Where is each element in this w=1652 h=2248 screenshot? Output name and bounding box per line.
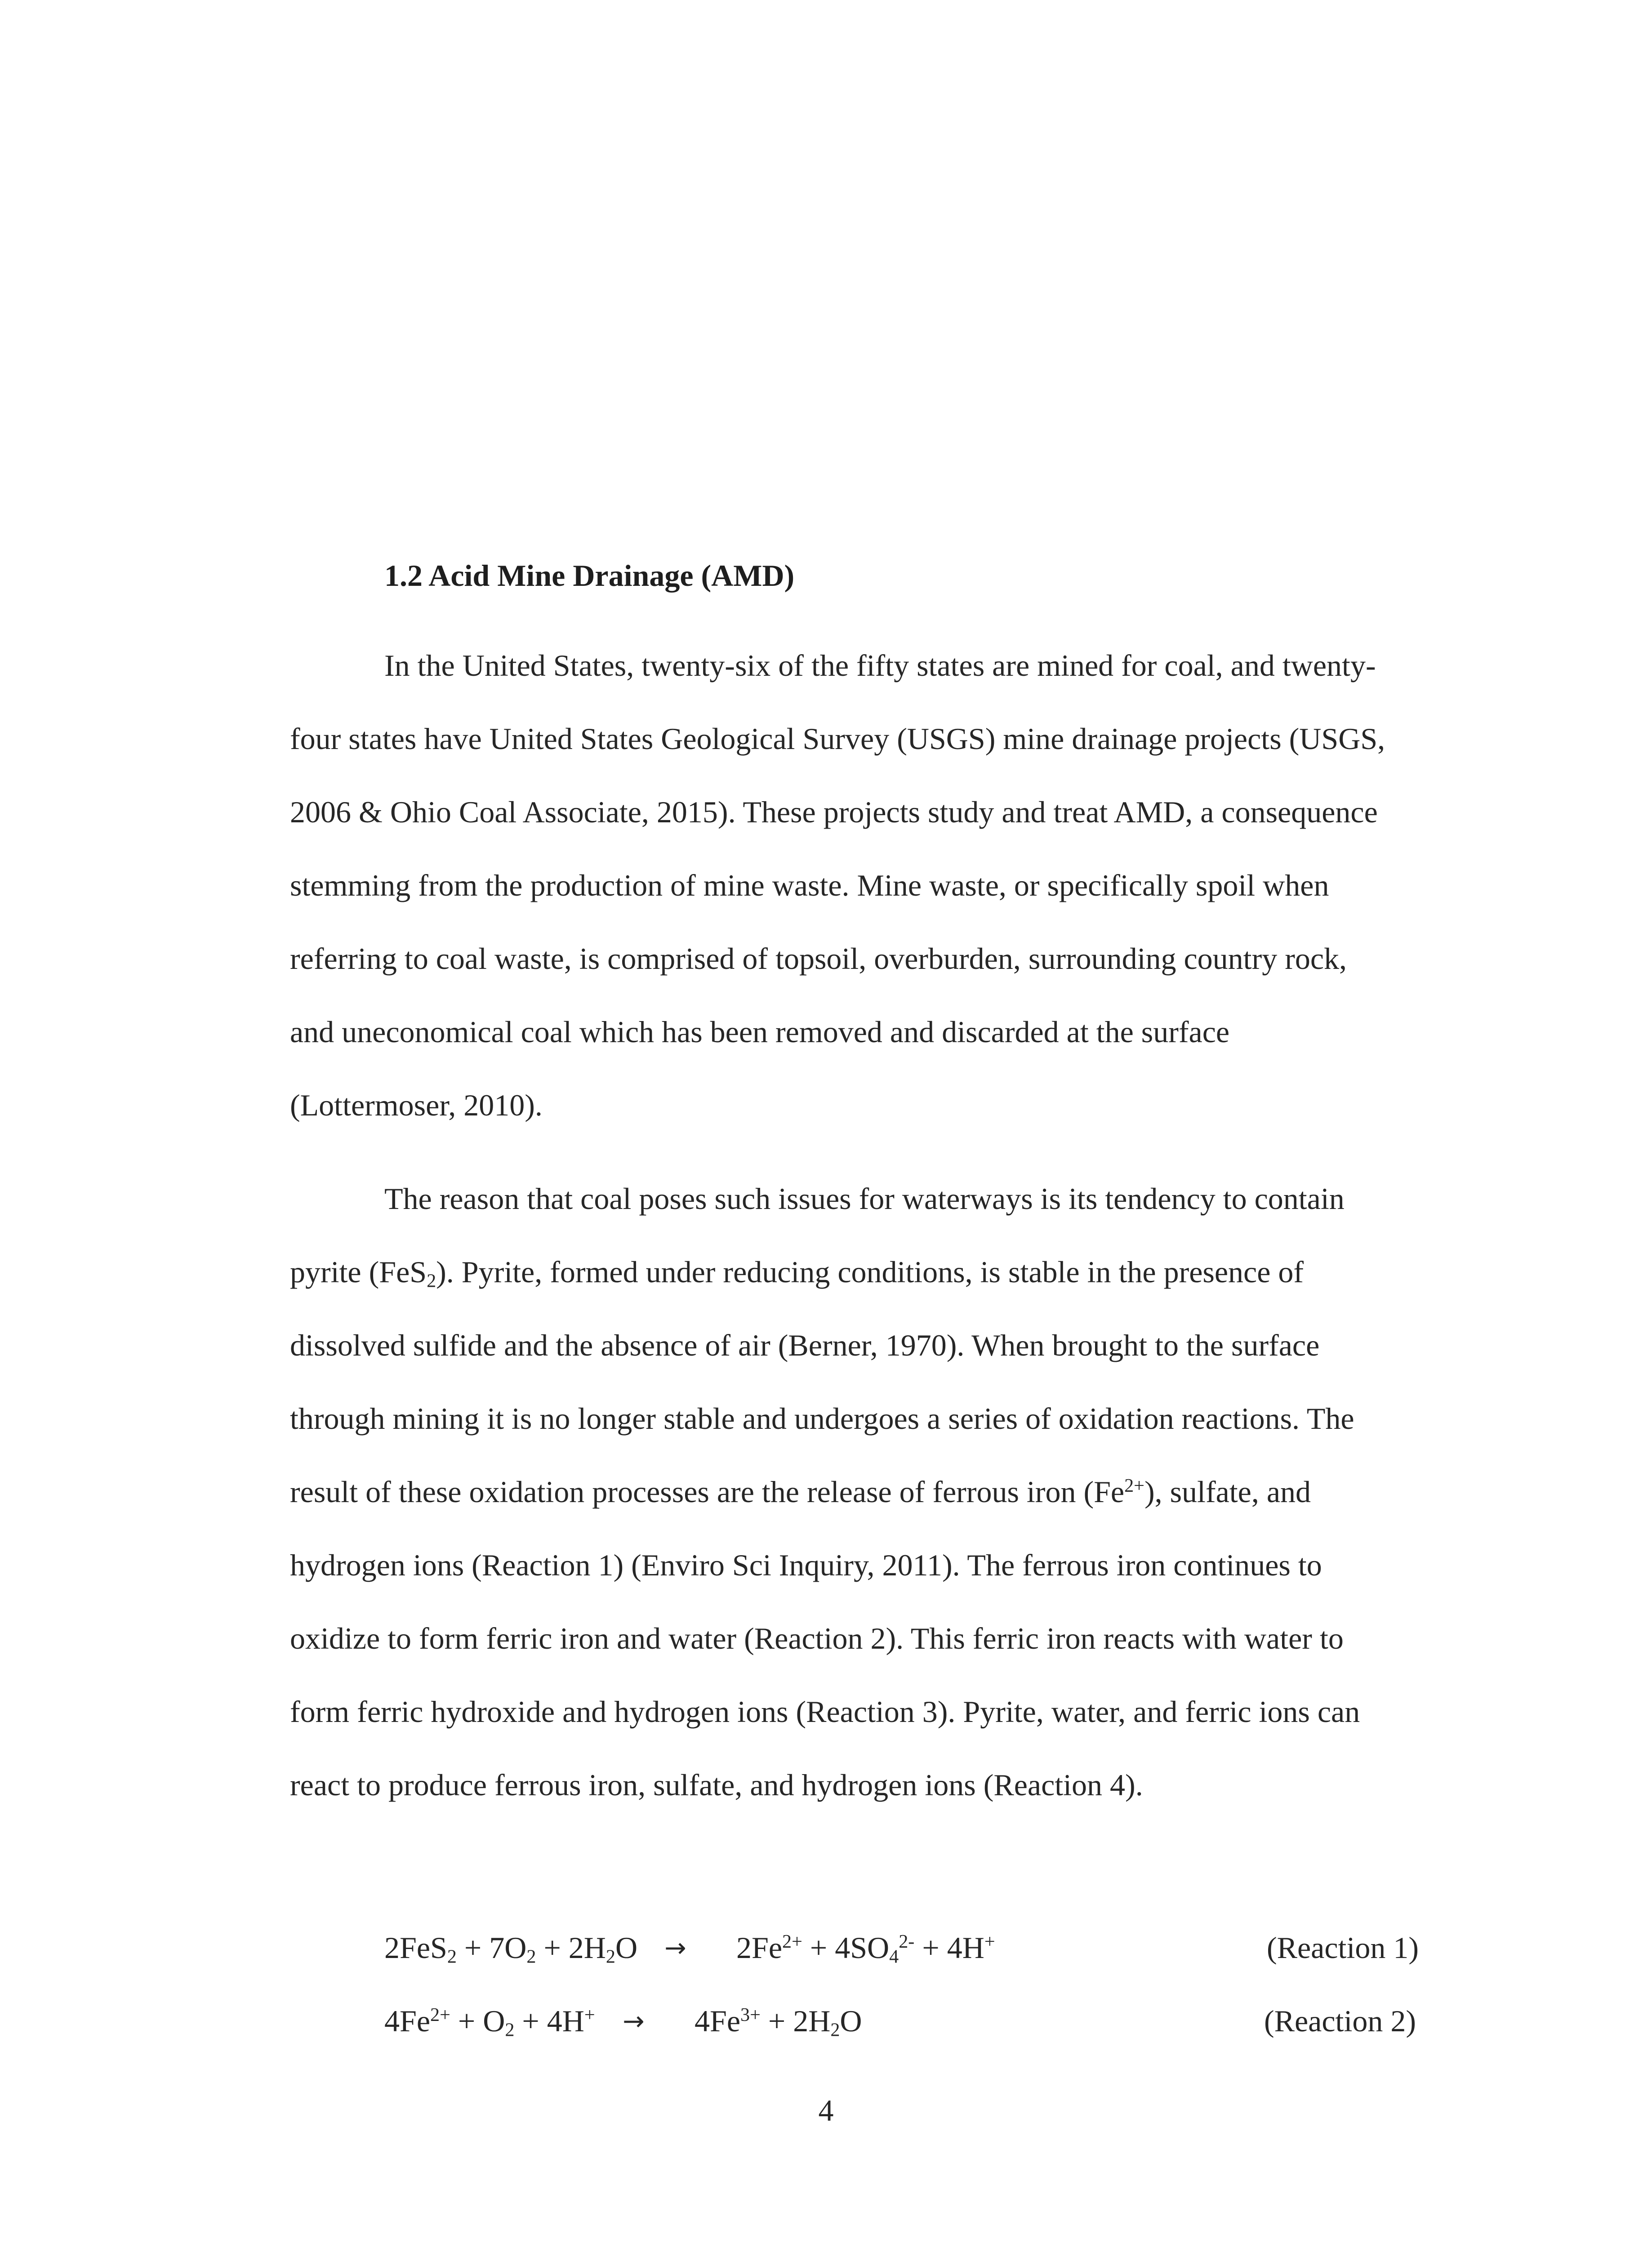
reaction-reactants: [384, 2003, 595, 2040]
text-fragment: + 4H: [514, 2004, 584, 2038]
paragraph-line: dissolved sulfide and the absence of air (Berner, 1970). When brought to the surface: [290, 1328, 1320, 1362]
text-fragment: + 4SO: [802, 1931, 890, 1965]
superscript: 2+: [430, 2004, 450, 2025]
text-fragment: O: [615, 1931, 638, 1965]
paragraph-line: [290, 1474, 1311, 1511]
paragraph-line: and uneconomical coal which has been removed and discarded at the surface: [290, 1015, 1230, 1049]
reaction-label: (Reaction 2): [1264, 2004, 1416, 2038]
text-fragment: 4Fe: [695, 2004, 740, 2038]
text-fragment: 2FeS: [384, 1931, 447, 1965]
text-fragment: ). Pyrite, formed under reducing conditions, is stable in the presence of: [436, 1255, 1304, 1289]
paragraph-line: four states have United States Geological Survey (USGS) mine drainage projects (USGS,: [290, 722, 1385, 756]
reaction-products: [695, 2003, 862, 2040]
superscript: 2-: [899, 1931, 915, 1952]
subscript: 2: [830, 2019, 840, 2041]
superscript: +: [584, 2004, 595, 2025]
superscript: 3+: [740, 2004, 761, 2025]
reaction-products: [736, 1930, 995, 1967]
reaction-arrow-icon: →: [623, 2006, 645, 2036]
superscript: +: [984, 1931, 995, 1952]
subscript: 2: [606, 1946, 615, 1967]
subscript: 2: [505, 2019, 515, 2041]
paragraph-line: 2006 & Ohio Coal Associate, 2015). These projects study and treat AMD, a consequence: [290, 795, 1378, 829]
page-number: 4: [818, 2093, 834, 2128]
paragraph-line: (Lottermoser, 2010).: [290, 1088, 543, 1122]
paragraph-line: oxidize to form ferric iron and water (Reaction 2). This ferric iron reacts with water to: [290, 1621, 1344, 1655]
text-fragment: result of these oxidation processes are the release of ferrous iron (Fe: [290, 1475, 1125, 1509]
text-fragment: 2Fe: [736, 1931, 782, 1965]
text-fragment: + 4H: [914, 1931, 984, 1965]
paragraph-line: form ferric hydroxide and hydrogen ions (Reaction 3). Pyrite, water, and ferric ions can: [290, 1695, 1360, 1729]
paragraph-line: through mining it is no longer stable and undergoes a series of oxidation reactions. The: [290, 1401, 1354, 1436]
paragraph-line: The reason that coal poses such issues for waterways is its tendency to contain: [384, 1182, 1345, 1216]
text-fragment: + O: [450, 2004, 505, 2038]
text-fragment: O: [840, 2004, 862, 2038]
subscript: 2: [447, 1946, 457, 1967]
reaction-label: (Reaction 1): [1267, 1931, 1419, 1965]
text-fragment: ), sulfate, and: [1144, 1475, 1311, 1509]
subscript: 2: [427, 1270, 436, 1292]
superscript: 2+: [782, 1931, 802, 1952]
reaction-reactants: [384, 1930, 637, 1967]
paragraph-line: react to produce ferrous iron, sulfate, and hydrogen ions (Reaction 4).: [290, 1768, 1143, 1802]
paragraph-line: referring to coal waste, is comprised of topsoil, overburden, surrounding country rock,: [290, 941, 1347, 976]
reaction-arrow-icon: →: [664, 1932, 686, 1963]
text-fragment: 4Fe: [384, 2004, 430, 2038]
text-fragment: + 7O: [456, 1931, 527, 1965]
paragraph-line: hydrogen ions (Reaction 1) (Enviro Sci Inquiry, 2011). The ferrous iron continues to: [290, 1548, 1322, 1582]
paragraph-line: [290, 1254, 1304, 1291]
text-fragment: + 2H: [760, 2004, 831, 2038]
superscript: 2+: [1124, 1475, 1144, 1496]
subscript: 2: [526, 1946, 536, 1967]
text-fragment: pyrite (FeS: [290, 1255, 427, 1289]
paragraph-line: In the United States, twenty-six of the fifty states are mined for coal, and twenty-: [384, 648, 1376, 682]
text-fragment: + 2H: [536, 1931, 606, 1965]
subscript: 4: [889, 1946, 899, 1967]
section-heading: 1.2 Acid Mine Drainage (AMD): [384, 558, 795, 593]
paragraph-line: stemming from the production of mine waste. Mine waste, or specifically spoil when: [290, 868, 1329, 902]
